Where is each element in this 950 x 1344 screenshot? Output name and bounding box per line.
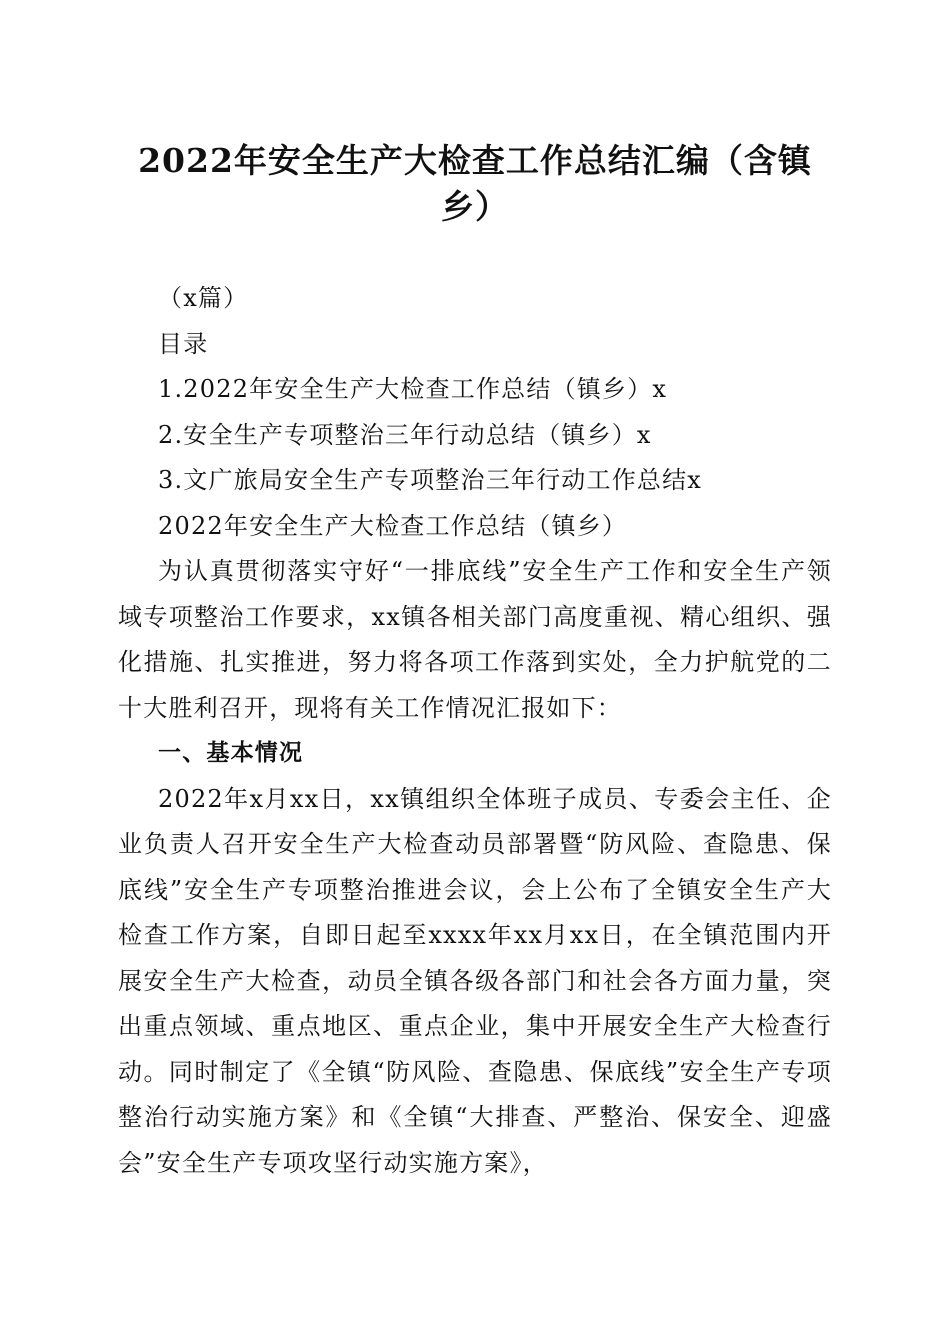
article-title: 2022年安全生产大检查工作总结（镇乡） xyxy=(158,511,628,540)
section-paragraph: 2022年x月xx日，xx镇组织全体班子成员、专委会主任、企业负责人召开安全生产大检查动员部署暨“防风险、查隐患、保底线”安全生产专项整治推进会议，会上公布了全镇安全生产大检查工作方案，自即日起至xxxx年xx月xx日，在全镇范围内开展安全生产大检查，动员全镇各级各部门和社会各方面力量，突出重点领域、重点地区、重点企业，集中开展安全生产大检查行动。同时制定了《全镇“防风险、查隐患、保底线”安全生产专项整治行动实施方案》和《全镇“大排查、严整治、保安全、迎盛会”安全生产专项攻坚行动实施方案》， xyxy=(118,784,832,1177)
toc-item: 2.安全生产专项整治三年行动总结（镇乡）x xyxy=(158,420,652,449)
count-note: （x篇） xyxy=(158,284,249,312)
toc-label: 目录 xyxy=(158,329,209,358)
toc-item: 3.文广旅局安全生产专项整治三年行动工作总结x xyxy=(158,466,703,494)
intro-paragraph: 为认真贯彻落实守好“一排底线”安全生产工作和安全生产领域专项整治工作要求，xx镇各相关部门高度重视、精心组织、强化措施、扎实推进，努力将各项工作落到实处，全力护航党的二十大胜利召开，现将有关工作情况汇报如下： xyxy=(118,557,832,722)
section-heading: 一、基本情况 xyxy=(158,740,304,766)
document-title: 2022年安全生产大检查工作总结汇编（含镇乡） xyxy=(138,141,812,226)
toc-item: 1.2022年安全生产大检查工作总结（镇乡）x xyxy=(158,375,668,403)
document-body xyxy=(118,276,832,1186)
